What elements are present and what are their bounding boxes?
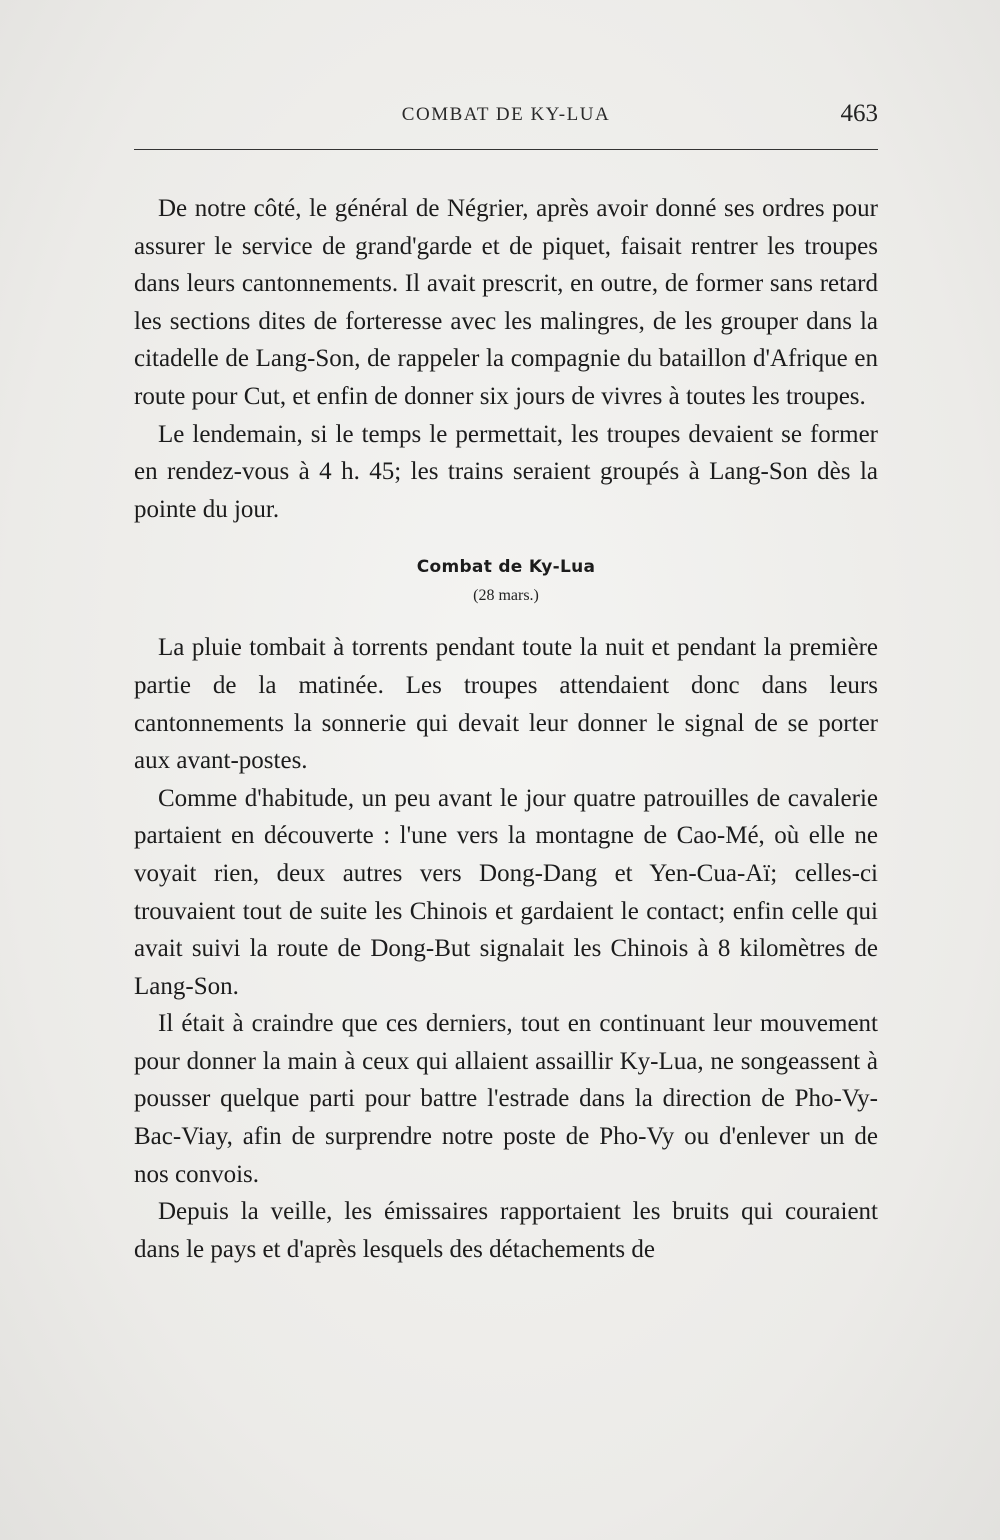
main-text <box>134 190 878 1268</box>
paragraph: Comme d'habitude, un peu avant le jour quatre patrouilles de cavalerie partaient en découverte : l'une vers la montagne de Cao-Mé, où elle ne voyait rien, deux autres vers Dong-Dang et Yen-Cua-Aï; celles-ci trouvaient tout de suite les Chinois et gardaient le contact; enfin celle qui avait suivi la route de Dong-But signalait les Chinois à 8 kilomètres de Lang-Son. <box>134 784 878 1000</box>
running-title: COMBAT DE KY-LUA <box>401 104 611 125</box>
paragraph: Depuis la veille, les émissaires rapportaient les bruits qui couraient dans le pays et d'après lesquels des détachements de <box>134 1198 878 1263</box>
paragraph: Il était à craindre que ces derniers, tout en continuant leur mouvement pour donner la main à ceux qui allaient assaillir Ky-Lua, ne songeassent à pousser quelque parti pour battre l'estrade dans la direction de Pho-Vy-Bac-Viay, afin de surprendre notre poste de Pho-Vy ou d'enlever un de nos convois. <box>134 1010 878 1188</box>
section-title: Combat de Ky-Lua <box>416 557 596 578</box>
page-header <box>134 100 878 136</box>
paragraph: La pluie tombait à torrents pendant toute la nuit et pendant la première partie de la matinée. Les troupes attendaient donc dans leurs cantonnements la sonnerie qui devait leur donner le signal de se porter aux avant-postes. <box>134 634 878 775</box>
page-number: 463 <box>840 100 878 127</box>
paragraph: De notre côté, le général de Négrier, après avoir donné ses ordres pour assurer le service de grand'garde et de piquet, faisait rentrer les troupes dans leurs cantonnements. Il avait prescrit, en outre, de former sans retard les sections dites de forteresse avec les malingres, de les grouper dans la citadelle de Lang-Son, de rappeler la compagnie du bataillon d'Afrique en route pour Cut, et enfin de donner six jours de vivres à toutes les troupes. <box>134 195 878 410</box>
paragraph: Le lendemain, si le temps le permettait, les troupes devaient se former en rendez-vous à 4 h. 45; les trains seraient groupés à Lang-Son dès la pointe du jour. <box>134 420 878 523</box>
header-rule <box>134 149 878 150</box>
section-date: (28 mars.) <box>473 587 539 605</box>
